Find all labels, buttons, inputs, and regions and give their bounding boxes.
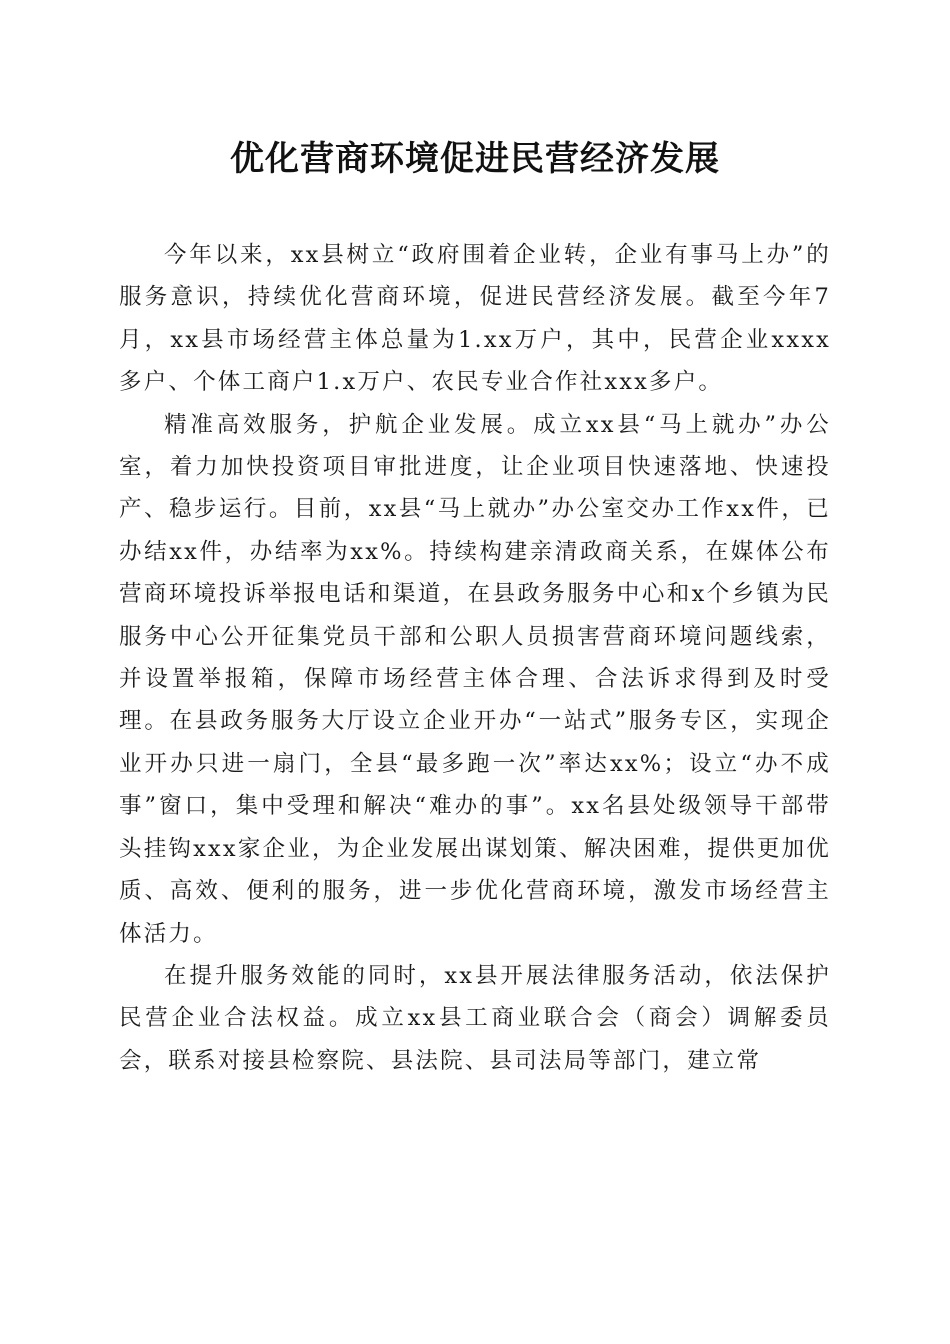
document-title: 优化营商环境促进民营经济发展 bbox=[230, 139, 720, 179]
paragraph-legal: 在提升服务效能的同时，xx县开展法律服务活动，依法保护民营企业合法权益。成立xx县工商业联合会（商会）调解委员会，联系对接县检察院、县法院、县司法局等部门，建立常 bbox=[119, 962, 831, 1074]
paragraph-service: 精准高效服务，护航企业发展。成立xx县“马上就办”办公室，着力加快投资项目审批进度，让企业项目快速落地、快速投产、稳步运行。目前，xx县“马上就办”办公室交办工作xx件，已办结xx件，办结率为xx%。持续构建亲清政商关系，在媒体公布营商环境投诉举报电话和渠道，在县政务服务中心和x个乡镇为民服务中心公开征集党员干部和公职人员损害营商环境问题线索，并设置举报箱，保障市场经营主体合理、合法诉求得到及时受理。在县政务服务大厅设立企业开办“一站式”服务专区，实现企业开办只进一扇门，全县“最多跑一次”率达xx%；设立“办不成事”窗口，集中受理和解决“难办的事”。xx名县处级领导干部带头挂钩xxx家企业，为企业发展出谋划策、解决困难，提供更加优质、高效、便利的服务，进一步优化营商环境，激发市场经营主体活力。 bbox=[119, 411, 831, 947]
paragraph-intro: 今年以来，xx县树立“政府围着企业转，企业有事马上办”的服务意识，持续优化营商环境，促进民营经济发展。截至今年7月，xx县市场经营主体总量为1.xx万户，其中，民营企业xxxx多户、个体工商户1.x万户、农民专业合作社xxx多户。 bbox=[119, 242, 831, 396]
document-body bbox=[119, 234, 831, 1082]
